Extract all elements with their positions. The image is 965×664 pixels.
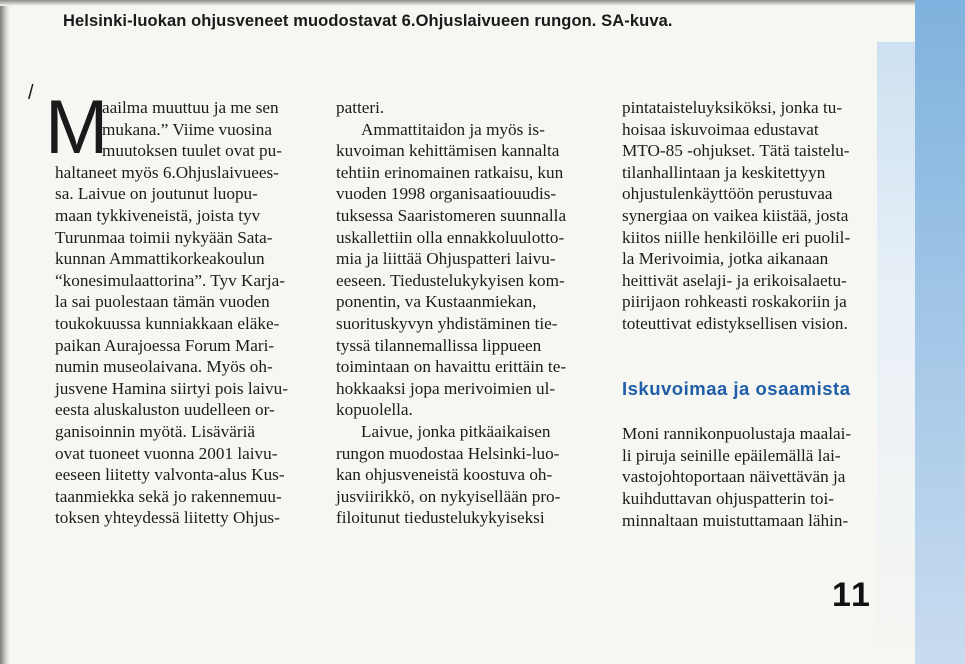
col2-line: toimintaan on havaittu erittäin te- xyxy=(336,357,567,377)
col2-line: kan ohjusveneistä koostuva oh- xyxy=(336,465,553,485)
col3-line: Moni rannikonpuolustaja maalai- xyxy=(622,424,852,444)
col3-line: vastojohtoportaan näivettävän ja xyxy=(622,467,846,487)
col2-line: vuoden 1998 organisaatiouudis- xyxy=(336,184,557,204)
col1-line: paikan Aurajoessa Forum Mari- xyxy=(55,335,275,355)
col1-capped-line: mukana.” Viime vuosina xyxy=(102,119,273,139)
blue-side-band xyxy=(915,0,965,664)
col1-line: “konesimulaattorina”. Tyv Karja- xyxy=(55,270,285,290)
side-band-fade xyxy=(877,42,915,664)
col1-capped-line: muutoksen tuulet ovat pu- xyxy=(102,141,282,161)
col2-line: Ammattitaidon ja myös is- xyxy=(361,119,545,139)
col1-line: Turunmaa toimii nykyään Sata- xyxy=(55,227,273,247)
col2-paragraph-continuation xyxy=(336,97,591,119)
col2-line: jusviirikkö, on nykyisellään pro- xyxy=(336,486,561,506)
col3-line: tilanhallintaan ja keskitettyyn xyxy=(622,162,826,182)
col2-line: uskallettiin olla ennakkoluulotto- xyxy=(336,227,565,247)
col3-line: kiitos niille henkilöille eri puolil- xyxy=(622,227,851,247)
section-heading: Iskuvoimaa ja osaamista xyxy=(622,377,851,399)
column-3 xyxy=(622,97,877,531)
col2-line: tehtiin erinomainen ratkaisu, kun xyxy=(336,162,564,182)
column-2 xyxy=(336,97,591,529)
photo-caption: Helsinki-luokan ohjusveneet muodostavat 6.Ohjuslaivueen rungon. SA-kuva. xyxy=(63,12,673,30)
col3-line: toteuttivat edistyksellisen vision. xyxy=(622,313,848,333)
col1-line: jusvene Hamina siirtyi pois laivu- xyxy=(55,378,288,398)
col2-line: tuksessa Saaristomeren suunnalla xyxy=(336,205,567,225)
col2-line: hokkaaksi jopa merivoimien ul- xyxy=(336,378,556,398)
col2-line: patteri. xyxy=(336,98,385,117)
col1-line: eeseen liitetty valvonta-alus Kus- xyxy=(55,465,285,485)
col2-line: filoitunut tiedustelukykyiseksi xyxy=(336,508,545,528)
col2-line: eeseen. Tiedustelukykyisen kom- xyxy=(336,270,565,290)
col3-line: la Merivoimia, jotka aikanaan xyxy=(622,249,829,269)
col2-line: mia ja liittää Ohjuspatteri laivu- xyxy=(336,249,556,269)
col1-line: la sai puolestaan tämän vuoden xyxy=(55,292,270,312)
col1-line: haltaneet myös 6.Ohjuslaivuees- xyxy=(55,162,279,182)
col1-line: ganisoinnin myötä. Lisäväriä xyxy=(55,421,255,441)
col3-line: heittivät aselaji- ja erikoisalaetu- xyxy=(622,270,847,290)
col2-line: kopuolella. xyxy=(336,400,413,420)
col1-line: toksen yhteydessä liitetty Ohjus- xyxy=(55,508,280,528)
col3-line: hoisaa iskuvoimaa edustavat xyxy=(622,119,819,139)
col1-line: eesta aluskaluston uudelleen or- xyxy=(55,400,275,420)
col3-line: piirijaon rohkeasti roskakoriin ja xyxy=(622,292,847,312)
col3-line: minnaltaan muistuttamaan lähin- xyxy=(622,510,849,530)
col1-line: ovat tuoneet vuonna 2001 laivu- xyxy=(55,443,278,463)
col2-line: tyssä tilannemallissa lippueen xyxy=(336,335,542,355)
col2-paragraph-2 xyxy=(336,421,591,529)
column-1 xyxy=(28,82,310,529)
col3-line: synergiaa on vaikea kiistää, josta xyxy=(622,205,849,225)
col1-line: kunnan Ammattikorkeakoulun xyxy=(55,249,265,269)
col2-paragraph-1 xyxy=(336,119,591,421)
col3-paragraph-1 xyxy=(622,97,877,335)
col1-line: numin museolaivana. Myös oh- xyxy=(55,357,273,377)
col1-line: taanmiekka sekä jo rakennemuu- xyxy=(55,486,282,506)
col3-line: li piruja seinille epäilemällä lai- xyxy=(622,445,841,465)
col2-line: suorituskyvyn yhdistäminen tie- xyxy=(336,313,558,333)
col1-line: sa. Laivue on joutunut luopu- xyxy=(55,184,258,204)
col3-line: MTO-85 -ohjukset. Tätä taistelu- xyxy=(622,141,850,161)
col1-line: toukokuussa kunniakkaan eläke- xyxy=(55,313,280,333)
col1-line: maan tykkiveneistä, joista tyv xyxy=(55,205,261,225)
pre-mark: / xyxy=(28,82,34,104)
col2-line: ponentin, va Kustaanmiekan, xyxy=(336,292,537,312)
col3-line: kuihduttavan ohjuspatterin toi- xyxy=(622,488,834,508)
col2-line: kuvoiman kehittämisen kannalta xyxy=(336,141,560,161)
col2-line: rungon muodostaa Helsinki-luo- xyxy=(336,443,560,463)
scan-shadow-top xyxy=(0,0,965,6)
col3-line: ohjustulenkäyttöön perustuvaa xyxy=(622,184,833,204)
col3-line: pintataisteluyksiköksi, jonka tu- xyxy=(622,98,843,117)
col1-capped-line: aailma muuttuu ja me sen xyxy=(102,98,279,117)
drop-cap: M xyxy=(45,85,109,170)
scan-shadow-left xyxy=(0,0,10,664)
col3-paragraph-2 xyxy=(622,423,877,531)
col2-line: Laivue, jonka pitkäaikaisen xyxy=(361,421,551,441)
page-number: 11 xyxy=(832,576,872,614)
